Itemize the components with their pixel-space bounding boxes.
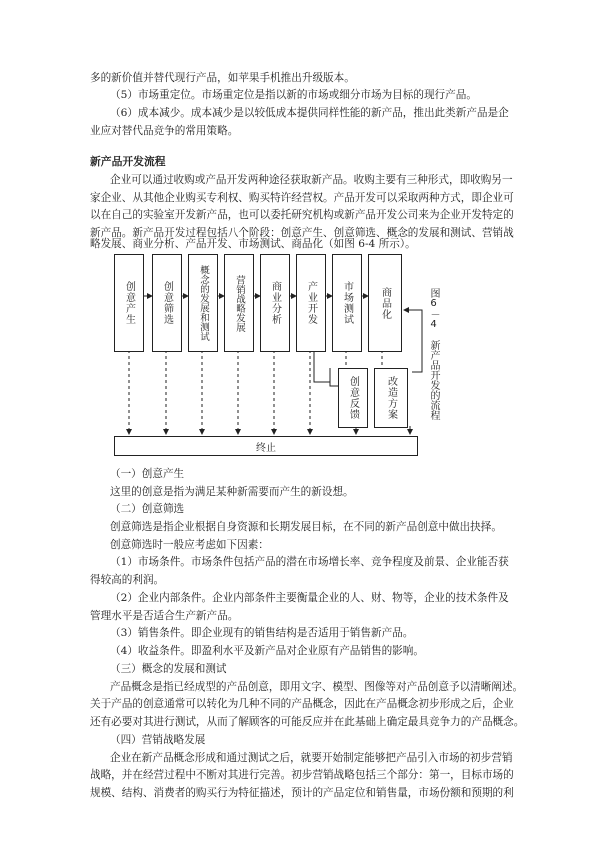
stage-idea-generation: 创意产生	[114, 254, 144, 352]
paragraph-line: 还有必要对其进行测试，从而了解顾客的可能反应并在此基础上确定最具竞争力的产品概念。	[90, 716, 525, 728]
paragraph-line: 以在自己的实验室开发新产品，也可以委托研究机构或新产品开发公司来为企业开发特定的	[90, 209, 514, 221]
stage-concept-development-testing: 概念的发展和测试	[188, 254, 218, 352]
paragraph-line: 多的新价值并替代现行产品，如苹果手机推出升级版本。	[90, 72, 355, 84]
paragraph-line: 得较高的利润。	[90, 574, 165, 586]
subheading: （三）概念的发展和测试	[110, 663, 227, 675]
paragraph-line: 这里的创意是指为满足某种新需要而产生的新设想。	[110, 486, 354, 498]
paragraph-line: 新产品。新产品开发过程包括八个阶段：创意产生、创意筛选、概念的发展和测试、营销战	[90, 227, 514, 239]
stage-marketing-strategy: 营销战略发展	[224, 254, 254, 352]
stage-idea-screening: 创意筛选	[152, 254, 182, 352]
subheading: （二）创意筛选	[110, 503, 185, 515]
paragraph-line: 关于产品的创意通常可以转化为几种不同的产品概念，因此在产品概念初步形成之后，企业	[90, 698, 514, 710]
paragraph-line: 略发展、商业分析、产品开发、市场测试、商品化（如图 6-4 所示）。	[90, 238, 416, 250]
section-heading: 新产品开发流程	[90, 155, 166, 168]
stage-business-analysis: 商业分析	[260, 254, 290, 352]
paragraph-line: （6）成本减少。成本减少是以较低成本提供同样性能的新产品，推出此类新产品是企	[110, 107, 509, 119]
paragraph-line: 创意筛选是指企业根据自身资源和长期发展目标，在不同的新产品创意中做出抉择。	[110, 521, 502, 533]
paragraph-line: 企业可以通过收购或产品开发两种途径获取新产品。收购主要有三种形式，即收购另一	[110, 174, 513, 186]
paragraph-line: 创意筛选时一般应考虑如下因素：	[110, 539, 269, 551]
subheading: （四）营销战略发展	[110, 734, 206, 746]
paragraph-line: 家企业、从其他企业购买专利权、购买特许经营权。产品开发可以采取两种方式，即企业可	[90, 192, 514, 204]
stage-commercialization: 商品化	[368, 254, 402, 352]
paragraph-line: 产品概念是指已经成型的产品创意，即用文字、模型、图像等对产品创意予以清晰阐述。	[110, 681, 524, 693]
paragraph-line: 企业在新产品概念形成和通过测试之后，就要开始制定能够把产品引入市场的初步营销	[110, 752, 513, 764]
paragraph-line: 规模、结构、消费者的购买行为特征描述，预计的产品定位和销售量，市场份额和预期的利	[90, 787, 514, 799]
feedback-idea: 创意反馈	[338, 368, 368, 428]
paragraph-line: （1）市场条件。市场条件包括产品的潜在市场增长率、竞争程度及前景、企业能否获	[110, 556, 509, 568]
paragraph-line: （3）销售条件。即企业现有的销售结构是否适用于销售新产品。	[110, 627, 414, 639]
paragraph-line: （4）收益条件。即盈利水平及新产品对企业原有产品销售的影响。	[110, 645, 424, 657]
figure-caption: 图6－4 新产品开发的流程	[428, 288, 439, 420]
subheading: （一）创意产生	[110, 468, 185, 480]
paragraph-line: （2）企业内部条件。企业内部条件主要衡量企业的人、财、物等，企业的技术条件及	[110, 592, 509, 604]
feedback-improvement-plan: 改造方案	[374, 368, 408, 428]
product-development-flowchart	[110, 248, 440, 460]
paragraph-line: 管理水平是否适合生产新产品。	[90, 610, 239, 622]
paragraph-line: （5）市场重定位。市场重定位是指以新的市场或细分市场为目标的现行产品。	[110, 89, 477, 101]
stage-market-testing: 市场测试	[332, 254, 362, 352]
paragraph-line: 业应对替代品竞争的常用策略。	[90, 125, 239, 137]
terminate-box: 终止	[114, 436, 418, 456]
stage-product-development: 产业开发	[296, 254, 326, 352]
paragraph-line: 战略，并在经营过程中不断对其进行完善。初步营销战略包括三个部分：第一，目标市场的	[90, 769, 514, 781]
